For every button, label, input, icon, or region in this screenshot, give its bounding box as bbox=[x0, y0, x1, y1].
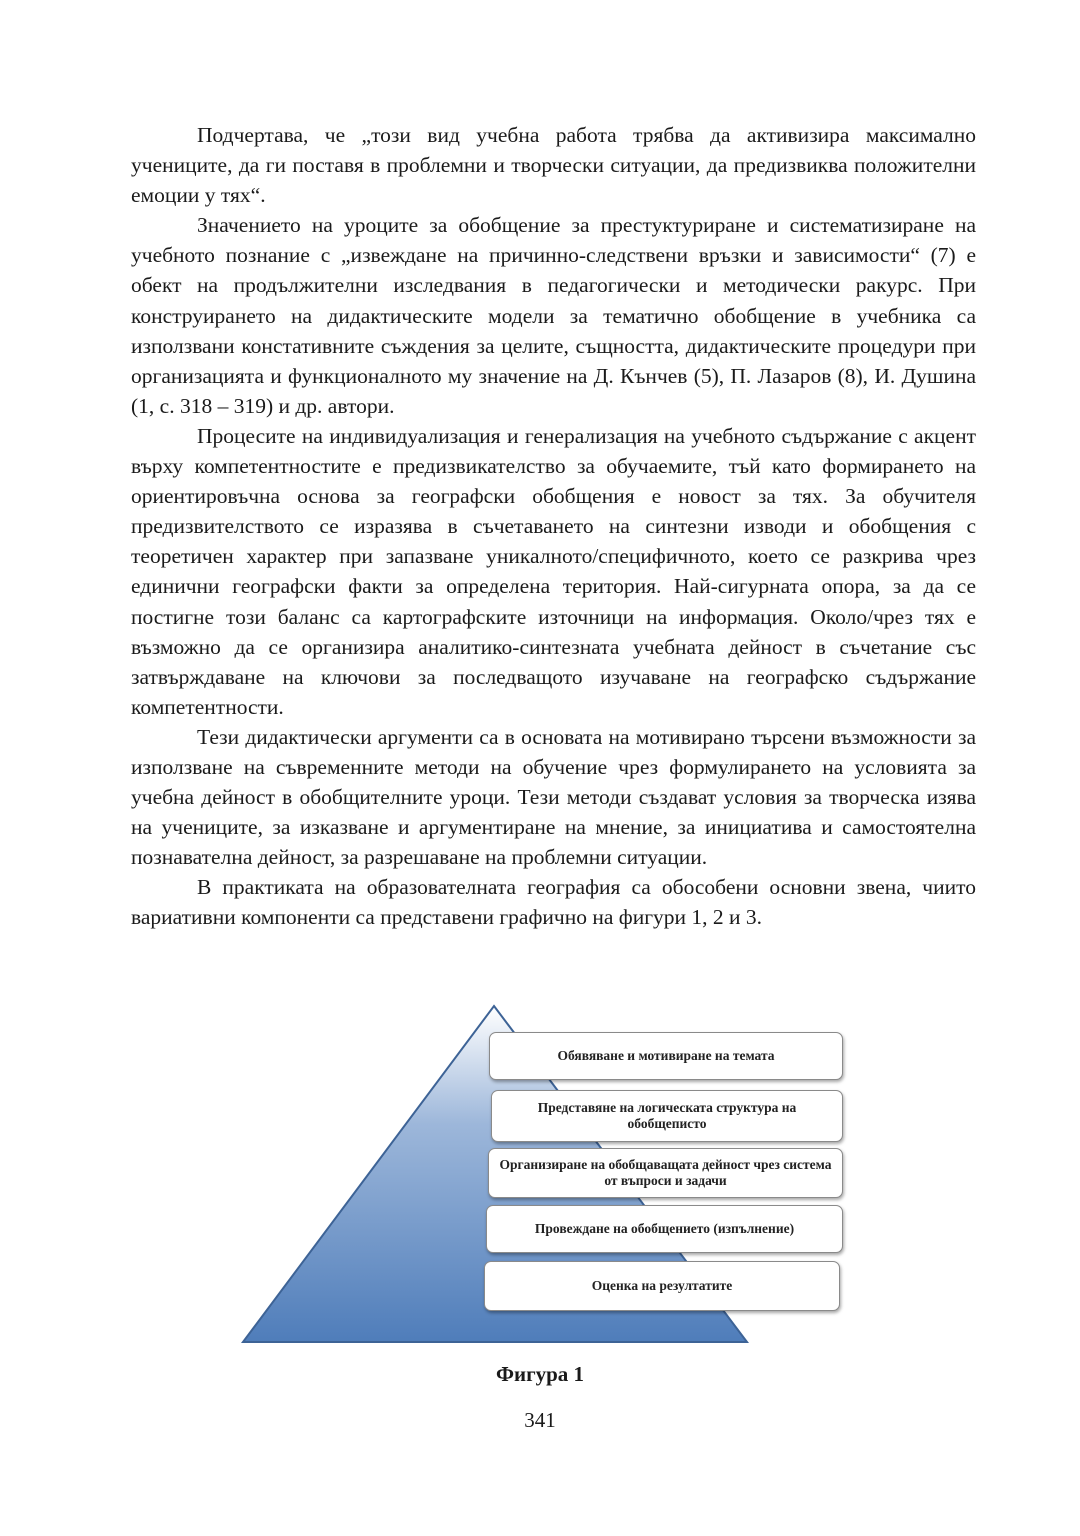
page-number: 341 bbox=[524, 1408, 556, 1432]
stage-4: Провеждане на обобщението (изпълнение) bbox=[486, 1205, 843, 1253]
stage-2: Представяне на логическата структура на обобщеписто bbox=[491, 1090, 843, 1142]
stage-5: Оценка на резултатите bbox=[484, 1261, 840, 1311]
paragraph-2: Значението на уроците за обобщение за престуктуриране и систематизиране на учебното познание с „извеждане на причинно-следствени връзки и зависимости“ (7) е обект на продължителни изследвания в педагогически и методически ракурс. При конструирането на дидактическите модели за тематично обобщение в учебника са използвани констативните съждения за целите, същността, дидактическите процедури при организацията и функционалното му значение на Д. Кънчев (5), П. Лазаров (8), И. Душина (1, с. 318 – 319) и др. автори. bbox=[131, 213, 976, 418]
paragraph-3: Процесите на индивидуализация и генерализация на учебното съдържание с акцент върху компетентностите е предизвикателство за обучаемите, тъй като формирането на ориентировъчна основа за географски обобщения е новост за тях. За обучителя предизвителството се изразява в съчетаването на синтезни изводи и обобщения с теоретичен характер при запазване уникалното/специфичното, което се разкрива чрез единични географски факти за определена територия. Най-сигурната опора, за да се постигне този баланс са картографските източници на информация. Около/чрез тях е възможно да се организира аналитико-синтезната учебната дейност в съчетание със затвърждаване на ключови за последващото изучаване на географско съдържание компетентности. bbox=[131, 423, 976, 719]
paragraph-5: В практиката на образователната география са обособени основни звена, чиито вариативни компоненти са представени графично на фигури 1, 2 и 3. bbox=[131, 875, 976, 930]
paragraph-4: Тези дидактически аргументи са в основата на мотивирано търсени възможности за използване на съвременните методи на обучение чрез формулирането на условията за учебна дейност в обобщителните уроци. Тези методи създават условия за творческа изява на учениците, за изказване и аргументиране на мнение, за инициатива и самостоятелна познавателна дейност, за разрешаване на проблемни ситуации. bbox=[131, 724, 976, 870]
figure-pyramid bbox=[238, 1002, 858, 1352]
figure-caption: Фигура 1 bbox=[495, 1362, 585, 1386]
paragraph-1: Подчертава, че „този вид учебна работа трябва да активизира максимално учениците, да ги поставя в проблемни и творчески ситуации, да предизвиква положителни емоции у тях“. bbox=[131, 123, 976, 208]
stage-3: Организиране на обобщаващата дейност чрез система от въпроси и задачи bbox=[488, 1148, 843, 1198]
stage-1: Обявяване и мотивиране на темата bbox=[489, 1032, 843, 1080]
body-text bbox=[131, 120, 976, 933]
